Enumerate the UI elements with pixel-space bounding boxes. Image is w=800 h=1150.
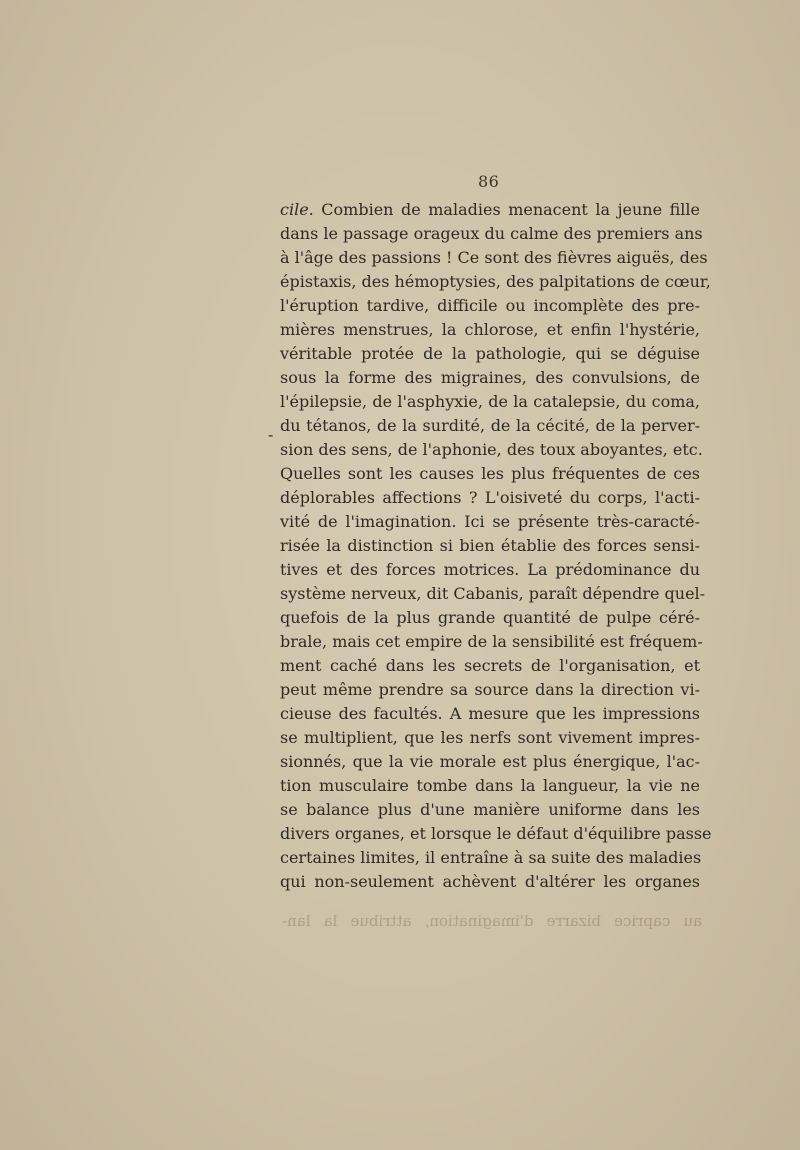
text-line: dans le passage orageux du calme des premiers ans [280, 224, 703, 243]
text-line: se balance plus d'une manière uniforme dans les [280, 800, 700, 819]
text-line: épistaxis, des hémoptysies, des palpitations de cœur, [280, 272, 711, 291]
text-line: cile. Combien de maladies menacent la jeune fille [280, 200, 700, 219]
text-line: mières menstrues, la chlorose, et enfin l'hystérie, [280, 320, 700, 339]
text-line: tion musculaire tombe dans la langueur, la vie ne [280, 776, 700, 795]
text-line: sion des sens, de l'aphonie, des toux aboyantes, etc. [280, 440, 703, 459]
text-line: divers organes, et lorsque le défaut d'équilibre passe [280, 824, 712, 843]
italic-word: cile. [280, 200, 314, 219]
text-line: sous la forme des migraines, des convulsions, de [280, 368, 700, 387]
text-line: cieuse des facultés. A mesure que les impressions [280, 704, 700, 723]
bleed-through-text: au caprice bizarre d'imagination, attribue la lan- [282, 912, 702, 930]
text-line: système nerveux, dit Cabanis, paraît dépendre quel- [280, 584, 706, 603]
text-line: risée la distinction si bien établie des forces sensi- [280, 536, 700, 555]
text-line: l'éruption tardive, difficile ou incomplète des pre- [280, 296, 700, 315]
text-line: brale, mais cet empire de la sensibilité est fréquem- [280, 632, 703, 651]
text-line: ment caché dans les secrets de l'organisation, et [280, 656, 700, 675]
page-number: 86 [478, 172, 500, 191]
text-line: du tétanos, de la surdité, de la cécité, de la perver- [280, 416, 700, 435]
body-text [280, 198, 712, 894]
text-line: tives et des forces motrices. La prédominance du [280, 560, 700, 579]
text-line: se multiplient, que les nerfs sont vivement impres- [280, 728, 700, 747]
text-line: à l'âge des passions ! Ce sont des fièvres aiguës, des [280, 248, 708, 267]
text-line: quefois de la plus grande quantité de pulpe céré- [280, 608, 700, 627]
text-line: Quelles sont les causes les plus fréquentes de ces [280, 464, 700, 483]
text-line: véritable protée de la pathologie, qui se déguise [280, 344, 700, 363]
text-line: qui non-seulement achèvent d'altérer les organes [280, 872, 700, 891]
text-line: déplorables affections ? L'oisiveté du corps, l'acti- [280, 488, 700, 507]
text-line: vité de l'imagination. Ici se présente très-caracté- [280, 512, 700, 531]
margin-dash: - [268, 425, 274, 444]
text-line: peut même prendre sa source dans la direction vi- [280, 680, 700, 699]
text-line: l'épilepsie, de l'asphyxie, de la catalepsie, du coma, [280, 392, 700, 411]
text-line: sionnés, que la vie morale est plus énergique, l'ac- [280, 752, 700, 771]
text-line: certaines limites, il entraîne à sa suite des maladies [280, 848, 702, 867]
